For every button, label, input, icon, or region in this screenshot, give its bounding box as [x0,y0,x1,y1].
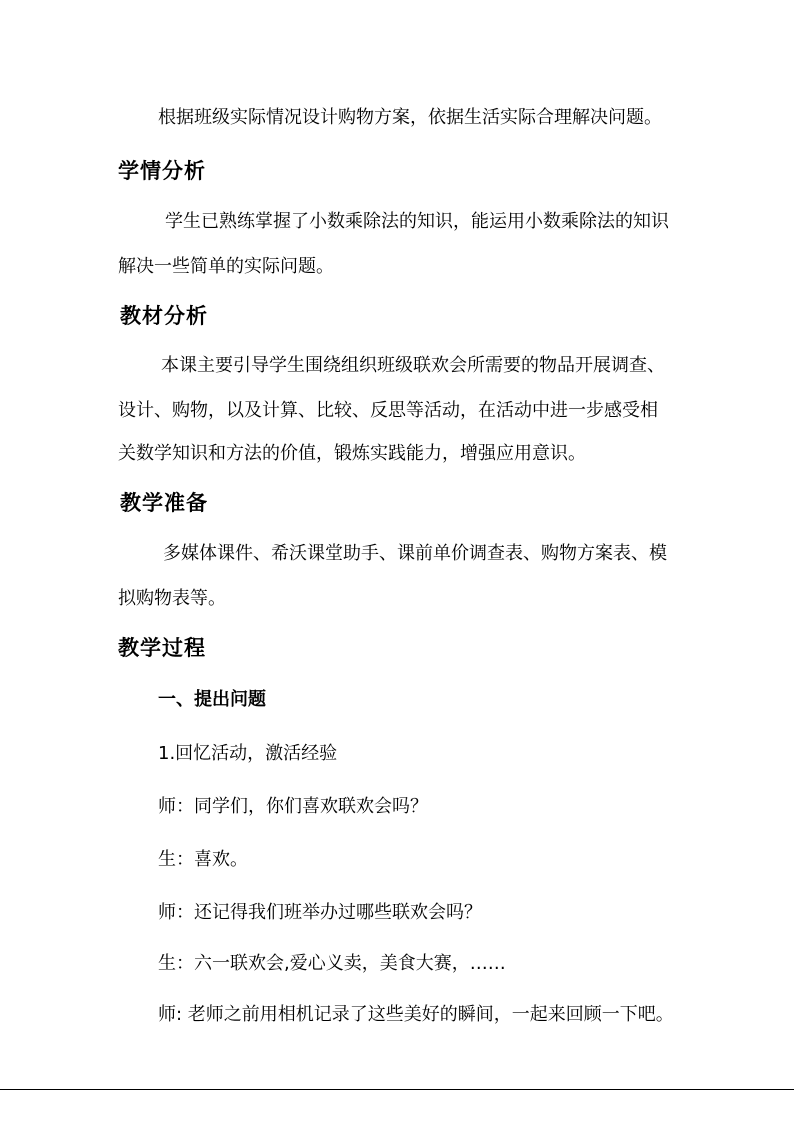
material-analysis-line-3: 关数学知识和方法的价值，锻炼实践能力，增强应用意识。 [118,443,586,464]
teaching-process-line-1: 1.回忆活动，激活经验 [158,743,338,764]
material-analysis-line-2: 设计、购物，以及计算、比较、反思等活动，在活动中进一步感受相 [118,400,658,421]
teaching-preparation-line-2: 拟购物表等。 [118,588,226,609]
teaching-process-line-3: 生：喜欢。 [158,849,248,870]
teaching-process-subheading: 一、提出问题 [158,689,266,710]
intro-paragraph-line: 根据班级实际情况设计购物方案，依据生活实际合理解决问题。 [158,107,662,128]
teaching-preparation-line-1: 多媒体课件、希沃课堂助手、课前单价调查表、购物方案表、模 [163,543,667,564]
teaching-process-line-2: 师：同学们，你们喜欢联欢会吗？ [158,796,428,817]
section-heading-student-analysis: 学情分析 [118,159,206,183]
teaching-process-line-4: 师：还记得我们班举办过哪些联欢会吗？ [158,902,482,923]
section-heading-material-analysis: 教材分析 [120,304,208,328]
student-analysis-line-1: 学生已熟练掌握了小数乘除法的知识，能运用小数乘除法的知识 [165,211,669,232]
teaching-process-line-5: 生：六一联欢会,爱心义卖，美食大赛，…… [158,953,506,974]
section-heading-teaching-preparation: 教学准备 [120,491,208,515]
material-analysis-line-1: 本课主要引导学生围绕组织班级联欢会所需要的物品开展调查、 [161,355,665,376]
teaching-process-line-6: 师: 老师之前用相机记录了这些美好的瞬间，一起来回顾一下吧。 [158,1004,674,1025]
student-analysis-line-2: 解决一些简单的实际问题。 [118,256,334,277]
footer-divider [0,1089,794,1090]
section-heading-teaching-process: 教学过程 [118,636,206,660]
